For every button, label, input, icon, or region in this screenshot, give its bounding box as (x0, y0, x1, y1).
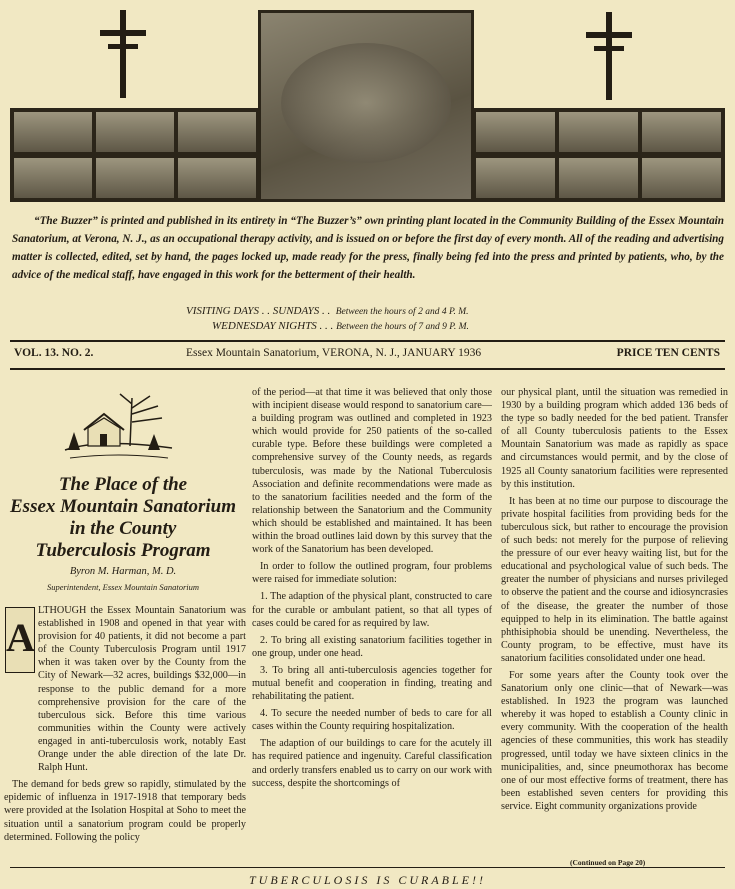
masthead-rule-bottom (10, 368, 725, 370)
photo-strip-left (10, 108, 260, 202)
article-title: The Place of the Essex Mountain Sanatorium in the County Tuberculosis Program (10, 474, 236, 561)
sanatorium-aerial-photo (258, 10, 474, 202)
house-vignette-illustration (60, 388, 176, 464)
footer-slogan: TUBERCULOSIS IS CURABLE!! (249, 873, 486, 887)
visiting-days-line: VISITING DAYS . . SUNDAYS . . Between the hours of 2 and 4 P. M. (186, 305, 469, 317)
article-column-1: LTHOUGH the Essex Mountain Sanatorium was established in 1908 and opened in that year with provision for 40 patients, it did not become a part of the County Tuberculosis Program until 1917 when it was taken over by the County from the City of Newark—32 acres, buildings $32,000—in response to the public demand for a more comprehensive provision for the care of the tuberculous sick. Before this time various communities within the County were actively engaged in anti-tuberculosis work, notably East Orange under the able direction of the late Dr. Ralph Hunt. The demand for beds grew so rapidly, stimulated by the epidemic of influenza in 1917-1918 that temporary beds were provided at the Isolation Hospital at Soho to meet the situation until a sanatorium program could be properly determined. Following the policy (4, 605, 246, 843)
article-column-3: our physical plant, until the situation was remedied in 1930 by a building program which added 136 beds of the type so badly needed for the bed patient. Transfer of all County tuberculosis patients to the Essex Mountain Sanatorium was made as rapidly as space and circumstances would permit, and by the close of 1925 all County sanatorium facilities were represented by this institution. It has been at no time our purpose to discourage the private hospital facilities from providing beds for the tuberculous sick, but rather to encourage the provision of such beds: not merely for the purpose of relieving the pressure of our ever heavy waiting list, but for the educational and psychological value of such beds. The greater the number of physicians and nurses privileged to observe the patient and the course and idiosyncrasies of the disease, the greater the number of those equipped to help in its elimination. The battle against phthisiphobia should be unending. Nevertheless, the County program, to be effective, must have its sanatorium facilities consolidated under one head. For some years after the County took over the Sanatorium only one clinic—that of Newark—was established. In 1923 the program was launched whereby it was hoped to establish a County clinic in every community. With the cooperation of the health agencies of these communities, this work has steadily progressed, until today we have sixteen clinics in the municipalities, and, since pneumothorax has become one of our most effective forms of treatment, there has been established seven centers for providing this service. Eight community organizations provide (501, 387, 728, 812)
article-column-2: of the period—at that time it was believed that only those with incipient disease would respond to sanatorium care—a building program was outlined and completed in 1923 which would provide for 250 patients of the so-called curable type. Before these buildings were completed a comprehensive survey of the County needs, as regards tuberculosis, was made by the National Tuberculosis Association and definite recommendations were made as to the sanatorium facilities needed and the form of the relationship between the Sanatorium and the Community which should be established and maintained. It has been within the broad outlines laid down by this survey that the work of the Sanatorium has been developed. In order to follow the outlined program, four problems were raised for immediate solution: 1. The adaption of the physical plant, constructed to care for the curable or ambulant patient, so that all types of cases could be cared for as required by law. 2. To bring all existing sanatorium facilities together in one group, under one head. 3. To bring all anti-tuberculosis agencies together for mutual benefit and cooperation in finding, treating and rehabilitating the patient. 4. To secure the needed number of beds to care for all cases within the County requiring hospitalization. The adaption of our buildings to care for the acutely ill has required patience and ingenuity. Careful classification and orderly transfers enabled us to carry on our work with success, despite the shortcomings of (252, 387, 492, 789)
issue-place-date: Essex Mountain Sanatorium, VERONA, N. J., JANUARY 1936 (186, 347, 482, 359)
intro-paragraph: “The Buzzer” is printed and published in its entirety in “The Buzzer’s” own printing plant located in the Community Building of the Essex Mountain Sanatorium, at Verona, N. J., as an occupational therapy activity, and is issued on or before the first day of every month. All of the reading and advertising matter is collected, edited, set by hand, the pages locked up, made ready for the press, finally being fed into the press and printed by patients, who, by the advice of the medical staff, have engaged in this work for the betterment of their health. (12, 215, 724, 281)
double-barred-cross-icon (100, 10, 146, 98)
wednesday-nights-line: WEDNESDAY NIGHTS . . . Between the hours of 7 and 9 P. M. (212, 320, 469, 332)
photo-strip-right (472, 108, 725, 202)
drop-cap: A (5, 607, 35, 673)
masthead-rule-top (10, 340, 725, 342)
masthead (14, 347, 720, 363)
volume-number: VOL. 13. NO. 2. (14, 347, 94, 359)
double-barred-cross-icon (586, 12, 632, 100)
continued-note: (Continued on Page 20) (570, 858, 646, 867)
footer-rule (10, 867, 725, 868)
byline: Byron M. Harman, M. D. Superintendent, Essex Mountain Sanatorium (46, 566, 200, 592)
price: PRICE TEN CENTS (616, 347, 720, 359)
